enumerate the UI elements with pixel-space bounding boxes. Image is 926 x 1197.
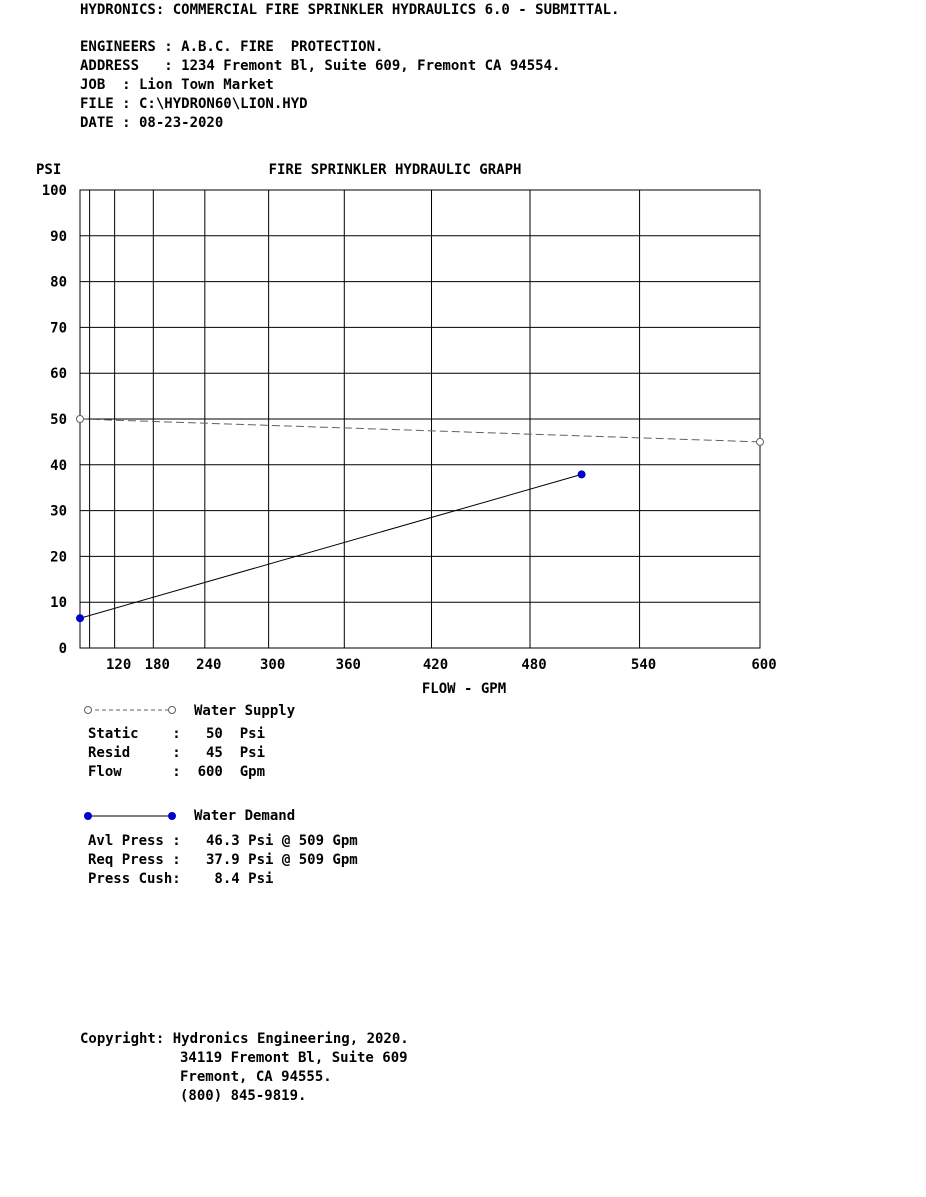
x-tick-label: 180 bbox=[144, 657, 170, 673]
supply-legend-symbol bbox=[80, 702, 185, 718]
water-supply-point bbox=[77, 416, 84, 423]
y-tick-label: 70 bbox=[50, 320, 67, 337]
demand-legend-label: Water Demand bbox=[194, 808, 296, 824]
required-pressure-line: Req Press : 37.9 Psi @ 509 Gpm bbox=[88, 852, 358, 868]
x-tick-label: 600 bbox=[751, 657, 777, 673]
file-line: FILE : C:\HYDRON60\LION.HYD bbox=[80, 96, 308, 112]
x-axis-label: FLOW - GPM bbox=[421, 681, 507, 697]
address-line: ADDRESS : 1234 Fremont Bl, Suite 609, Fremont CA 94554. bbox=[80, 58, 561, 74]
residual-pressure-line: Resid : 45 Psi bbox=[88, 745, 266, 761]
x-tick-label: 240 bbox=[196, 657, 222, 673]
y-tick-label: 90 bbox=[50, 228, 67, 245]
supply-flow-line: Flow : 600 Gpm bbox=[88, 764, 266, 780]
x-tick-label: 480 bbox=[521, 657, 547, 673]
footer-phone-line: (800) 845-9819. bbox=[180, 1088, 307, 1104]
y-tick-label: 40 bbox=[50, 457, 67, 474]
y-tick-label: 30 bbox=[50, 503, 67, 520]
footer-city-line: Fremont, CA 94555. bbox=[180, 1069, 332, 1085]
copyright-line: Copyright: Hydronics Engineering, 2020. bbox=[80, 1031, 409, 1047]
water-supply-point bbox=[757, 438, 764, 445]
water-supply-line bbox=[80, 419, 760, 442]
y-axis-label: PSI bbox=[36, 162, 62, 178]
available-pressure-line: Avl Press : 46.3 Psi @ 509 Gpm bbox=[88, 833, 358, 849]
x-tick-label: 360 bbox=[335, 657, 361, 673]
x-tick-label: 540 bbox=[630, 657, 657, 673]
report-title: HYDRONICS: COMMERCIAL FIRE SPRINKLER HYDRAULICS 6.0 - SUBMITTAL. bbox=[80, 2, 620, 18]
x-tick-label: 420 bbox=[422, 657, 449, 673]
y-tick-label: 10 bbox=[50, 595, 67, 612]
y-tick-label: 20 bbox=[50, 549, 67, 566]
supply-legend-label: Water Supply bbox=[194, 703, 296, 719]
water-demand-point bbox=[578, 470, 586, 478]
job-line: JOB : Lion Town Market bbox=[80, 77, 274, 93]
x-tick-label: 300 bbox=[259, 657, 286, 673]
date-line: DATE : 08-23-2020 bbox=[80, 115, 224, 131]
y-tick-label: 100 bbox=[41, 183, 67, 199]
engineers-line: ENGINEERS : A.B.C. FIRE PROTECTION. bbox=[80, 39, 384, 55]
y-tick-label: 60 bbox=[50, 366, 67, 383]
y-tick-label: 0 bbox=[58, 641, 67, 657]
y-tick-label: 50 bbox=[50, 412, 67, 428]
water-demand-line bbox=[80, 474, 582, 618]
static-pressure-line: Static : 50 Psi bbox=[88, 726, 266, 742]
demand-legend-symbol bbox=[80, 808, 185, 824]
pressure-cushion-line: Press Cush: 8.4 Psi bbox=[88, 871, 274, 887]
chart-title: FIRE SPRINKLER HYDRAULIC GRAPH bbox=[268, 162, 522, 178]
water-demand-point bbox=[76, 614, 84, 622]
x-tick-label: 120 bbox=[105, 657, 132, 673]
footer-address-line: 34119 Fremont Bl, Suite 609 bbox=[180, 1050, 408, 1066]
y-tick-label: 80 bbox=[50, 274, 67, 291]
